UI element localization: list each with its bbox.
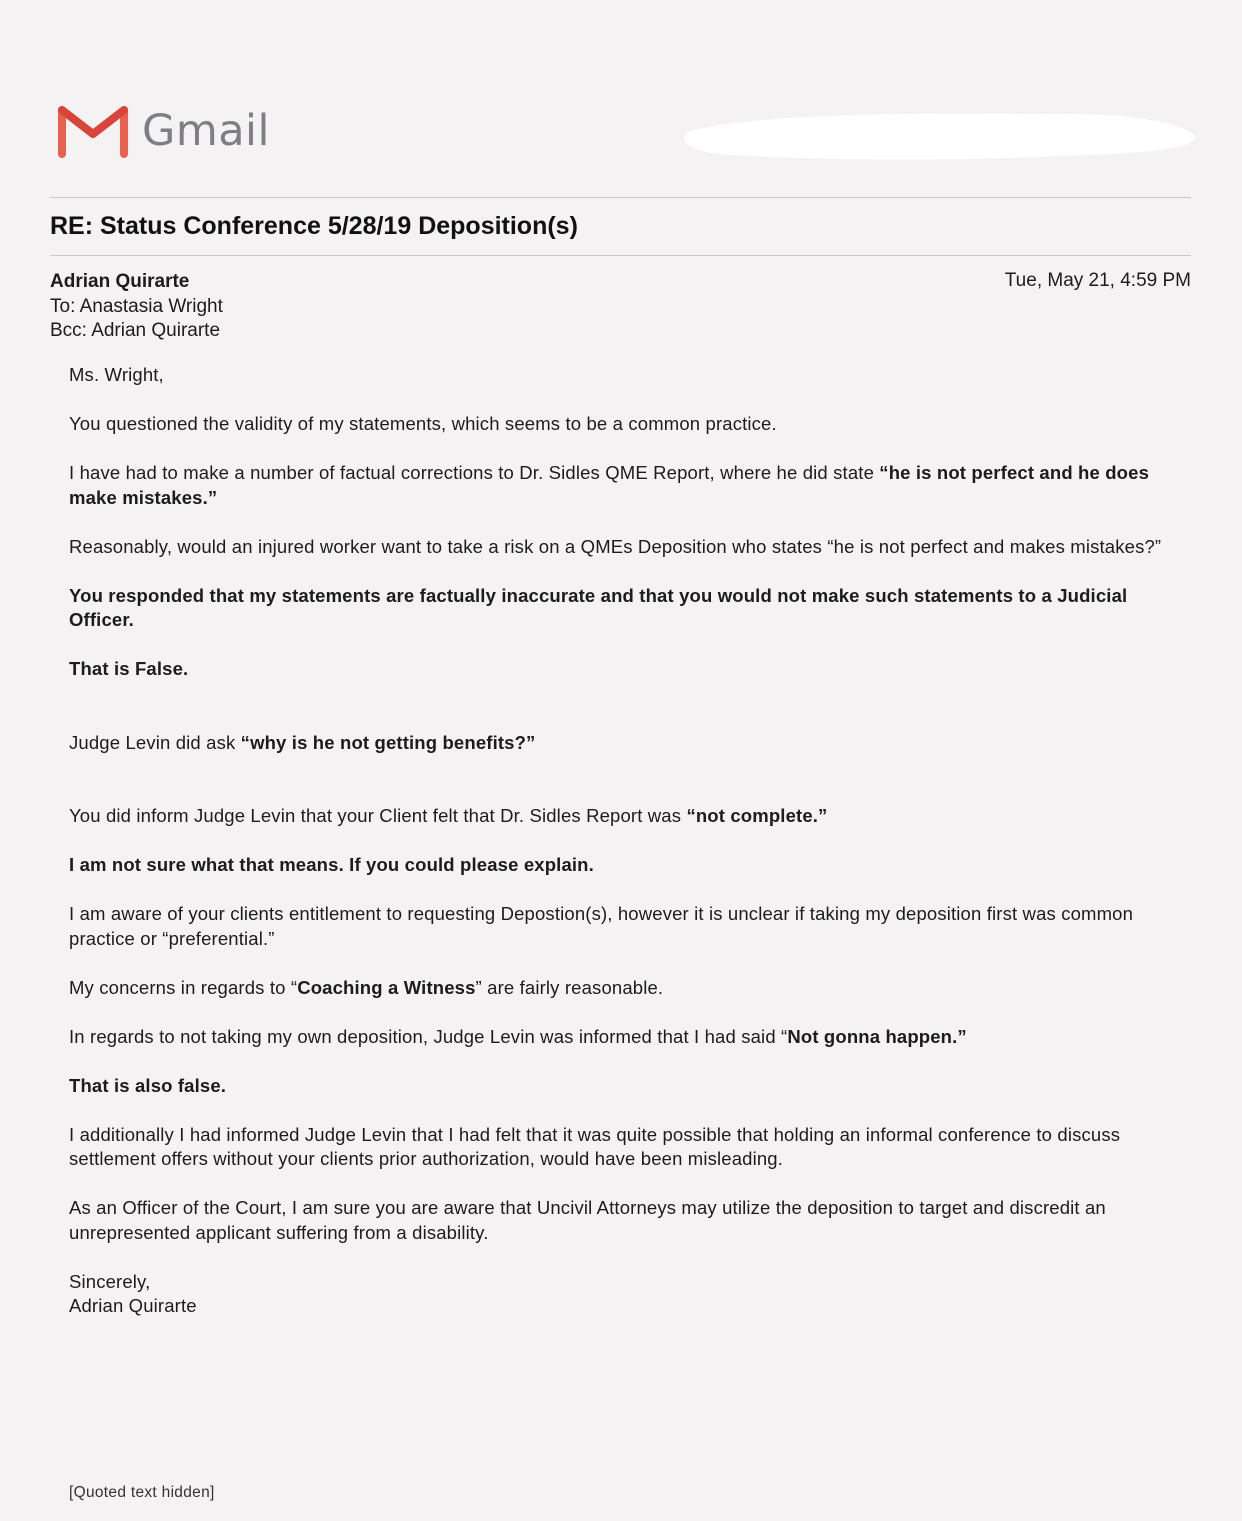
paragraph-7-text: You did inform Judge Levin that your Client felt that Dr. Sidles Report was <box>69 805 687 826</box>
paragraph-7 <box>69 804 1179 829</box>
paragraph-9: I am aware of your clients entitlement to requesting Depostion(s), however it is unclear if taking my deposition first was common practice or “preferential.” <box>69 903 1134 949</box>
paragraph-10 <box>69 976 1179 1001</box>
bcc-line <box>50 319 223 344</box>
redacted-account-area <box>678 110 1198 162</box>
paragraph-12 <box>69 1074 1179 1099</box>
gmail-m-icon <box>58 104 128 158</box>
paragraph-4-text: You responded that my statements are factually inaccurate and that you would not make such statements to a Judicial Officer. <box>69 584 1128 630</box>
email-date: Tue, May 21, 4:59 PM <box>1004 270 1191 291</box>
paragraph-2-quote: “he is not perfect and he does make mistakes.” <box>69 462 1150 508</box>
gmail-logo[interactable] <box>58 104 270 158</box>
paragraph-5 <box>69 657 1179 682</box>
paragraph-1: You questioned the validity of my statements, which seems to be a common practice. <box>69 413 777 434</box>
paragraph-3: Reasonably, would an injured worker want to take a risk on a QMEs Deposition who states “he is not perfect and makes mistakes?” <box>69 535 1162 557</box>
paragraph-2 <box>69 461 1179 510</box>
paragraph-6 <box>69 731 1179 756</box>
paragraph-6-quote: “why is he not getting benefits?” <box>240 731 536 753</box>
signature: Adrian Quirarte <box>69 1295 197 1316</box>
paragraph-10-text-start: My concerns in regards to “ <box>69 976 298 998</box>
email-body <box>69 363 1179 1319</box>
paragraph-10-text-end: ” are fairly reasonable. <box>475 976 664 998</box>
header-divider <box>50 197 1191 198</box>
paragraph-2-text: I have had to make a number of factual corrections to Dr. Sidles QME Report, where he did state <box>69 462 880 483</box>
bcc-label: Bcc: <box>50 320 87 341</box>
paragraph-13: I additionally I had informed Judge Levin that I had felt that it was quite possible that holding an informal conference to discuss settlement offers without your clients prior authorization, would have been misleading. <box>69 1123 1121 1169</box>
paragraph-11-text: In regards to not taking my own deposition, Judge Levin was informed that I had said “ <box>69 1025 788 1047</box>
paragraph-7-quote: “not complete.” <box>686 805 828 826</box>
quoted-text-toggle[interactable]: [Quoted text hidden] <box>69 1484 215 1501</box>
paragraph-10-emphasis: Coaching a Witness <box>297 976 476 998</box>
paragraph-5-text: That is False. <box>69 658 189 679</box>
recipient-name[interactable]: Anastasia Wright <box>79 295 223 317</box>
paragraph-4 <box>69 584 1179 633</box>
paragraph-8-text: I am not sure what that means. If you could please explain. <box>69 854 594 875</box>
greeting: Ms. Wright, <box>69 364 164 385</box>
header <box>58 104 1198 160</box>
paragraph-12-text: That is also false. <box>69 1074 227 1096</box>
paragraph-11-quote: Not gonna happen.” <box>787 1025 967 1047</box>
paragraph-14: As an Officer of the Court, I am sure you are aware that Uncivil Attorneys may utilize the deposition to target and discredit an unrepresented applicant suffering from a disability. <box>69 1197 1106 1243</box>
gmail-wordmark: Gmail <box>142 106 270 156</box>
to-label: To: <box>50 295 76 317</box>
paragraph-11 <box>69 1025 1179 1050</box>
subject-divider <box>50 255 1191 256</box>
paragraph-8 <box>69 853 1179 878</box>
paragraph-6-text: Judge Levin did ask <box>69 731 241 753</box>
bcc-name[interactable]: Adrian Quirarte <box>91 320 221 341</box>
signoff <box>69 1270 1179 1319</box>
recipient-line <box>50 295 223 320</box>
closing: Sincerely, <box>69 1270 151 1292</box>
email-subject: RE: Status Conference 5/28/19 Deposition(s) <box>50 212 578 240</box>
email-meta <box>50 270 223 344</box>
sender-name[interactable]: Adrian Quirarte <box>50 271 190 292</box>
